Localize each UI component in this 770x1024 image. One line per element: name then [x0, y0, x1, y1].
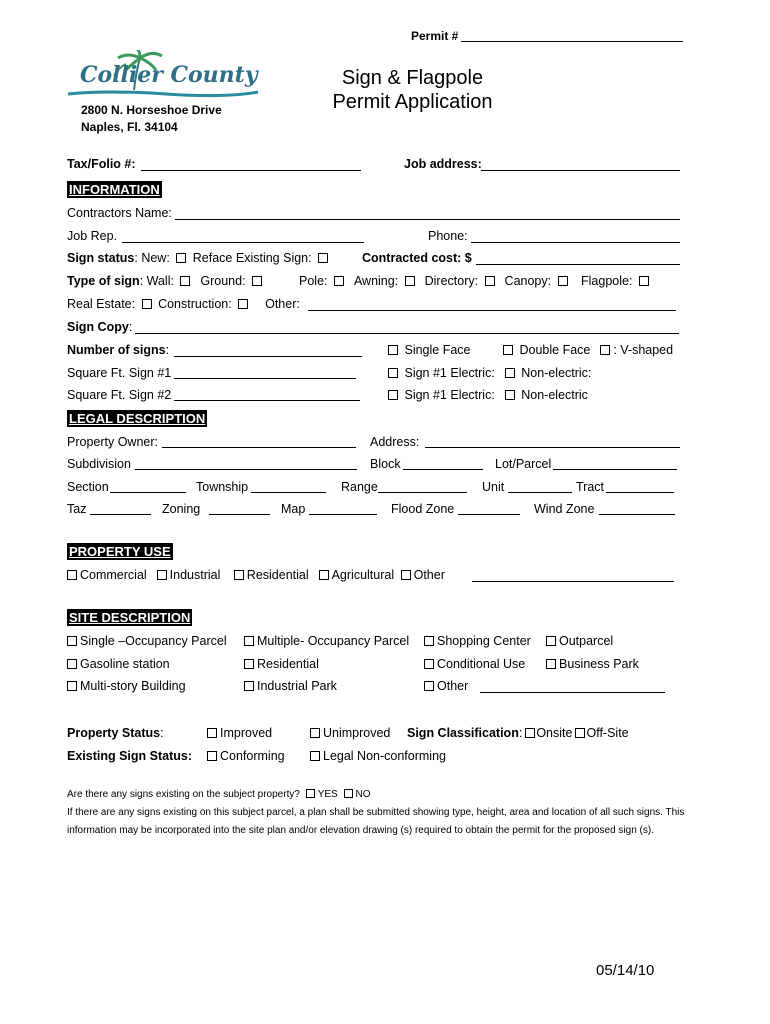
title-line1: Sign & Flagpole — [341, 67, 484, 89]
other-use-checkbox[interactable] — [401, 570, 411, 580]
reface-label: Reface Existing Sign: — [192, 251, 312, 265]
onsite-checkbox[interactable] — [525, 728, 535, 738]
range-field[interactable] — [378, 492, 467, 493]
title-line2: Permit Application — [332, 91, 493, 113]
multistory-checkbox[interactable] — [67, 681, 77, 691]
range-label: Range — [341, 480, 378, 494]
double-face-option — [500, 343, 673, 357]
offsite-label: Off-Site — [586, 726, 629, 740]
commercial-label: Commercial — [80, 568, 147, 582]
pole-label: Pole: — [299, 274, 328, 288]
permit-number-field[interactable] — [461, 41, 683, 42]
v-shaped-label: : V-shaped — [613, 343, 674, 357]
type-of-sign-label: Type of sign — [67, 274, 140, 288]
address-label: Address: — [370, 435, 420, 449]
site-row-2b — [241, 657, 319, 671]
sign-copy-colon: : — [128, 320, 133, 334]
lot-parcel-field[interactable] — [553, 469, 677, 470]
unimproved-option — [307, 726, 390, 740]
collier-county-logo — [66, 50, 266, 100]
taz-field[interactable] — [90, 514, 151, 515]
contracted-cost-field[interactable] — [476, 264, 680, 265]
sign-copy-row — [67, 320, 132, 334]
number-of-signs-row — [67, 343, 169, 357]
section-label: Section — [67, 480, 109, 494]
single-occupancy-checkbox[interactable] — [67, 636, 77, 646]
site-row-1d — [543, 634, 613, 648]
business-park-checkbox[interactable] — [546, 659, 556, 669]
property-status-label: Property Status — [67, 726, 161, 740]
flood-zone-field[interactable] — [458, 514, 520, 515]
legal-nonconforming-label: Legal Non-conforming — [323, 749, 446, 763]
sqft2-field[interactable] — [174, 400, 360, 401]
unit-label: Unit — [482, 480, 505, 494]
residential-site-checkbox[interactable] — [244, 659, 254, 669]
other-sign-field[interactable] — [308, 310, 676, 311]
sign-copy-label: Sign Copy — [67, 320, 129, 334]
double-face-checkbox[interactable] — [503, 345, 513, 355]
other-sign-label: Other: — [265, 297, 300, 311]
block-field[interactable] — [403, 469, 483, 470]
tract-label: Tract — [576, 480, 605, 494]
subdivision-field[interactable] — [135, 469, 357, 470]
existing-sign-status-label: Existing Sign Status: — [67, 749, 193, 763]
construction-checkbox[interactable] — [238, 299, 248, 309]
industrial-park-label: Industrial Park — [257, 679, 337, 693]
conditional-use-checkbox[interactable] — [424, 659, 434, 669]
directory-checkbox[interactable] — [485, 276, 495, 286]
awning-label: Awning: — [353, 274, 399, 288]
shopping-center-label: Shopping Center — [437, 634, 531, 648]
yes-label: YES — [317, 789, 338, 800]
township-field[interactable] — [251, 492, 326, 493]
single-face-checkbox[interactable] — [388, 345, 398, 355]
face-options — [385, 343, 471, 357]
other-site-label: Other — [437, 679, 469, 693]
conforming-label: Conforming — [220, 749, 285, 763]
sign1-nonelectric-label: Non-electric: — [521, 366, 592, 380]
map-label: Map — [281, 502, 306, 516]
sqft1-label: Square Ft. Sign #1 — [67, 366, 172, 380]
agricultural-checkbox[interactable] — [319, 570, 329, 580]
sqft2-label: Square Ft. Sign #2 — [67, 388, 172, 402]
single-face-label: Single Face — [404, 343, 471, 357]
block-label: Block — [370, 457, 401, 471]
sign1-electric-label-2: Sign #1 Electric: — [404, 388, 495, 402]
map-field[interactable] — [309, 514, 377, 515]
contractors-name-field[interactable] — [175, 219, 680, 220]
gasoline-checkbox[interactable] — [67, 659, 77, 669]
industrial-checkbox[interactable] — [157, 570, 167, 580]
site-description-heading: SITE DESCRIPTION — [69, 610, 191, 625]
multistory-label: Multi-story Building — [80, 679, 186, 693]
site-row-2d — [543, 657, 639, 671]
new-label: : New: — [134, 251, 170, 265]
flagpole-checkbox[interactable] — [639, 276, 649, 286]
wind-zone-label: Wind Zone — [534, 502, 595, 516]
permit-label: Permit # — [411, 29, 459, 43]
single-occupancy-label: Single –Occupancy Parcel — [80, 634, 227, 648]
canopy-checkbox[interactable] — [558, 276, 568, 286]
property-owner-field[interactable] — [162, 447, 356, 448]
onsite-label: Onsite — [536, 726, 573, 740]
sqft1-field[interactable] — [174, 378, 356, 379]
sign1-electric-label: Sign #1 Electric: — [404, 366, 495, 380]
notes-line2: information may be incorporated into the site plan and/or elevation drawing (s) required to obtain the permit for the proposed sign (s). — [67, 825, 654, 836]
agricultural-label: Agricultural — [331, 568, 395, 582]
residential-use-label: Residential — [246, 568, 309, 582]
conforming-option — [204, 749, 285, 763]
outparcel-label: Outparcel — [559, 634, 614, 648]
industrial-label: Industrial — [169, 568, 221, 582]
sign-classification-colon: : — [518, 726, 523, 740]
township-label: Township — [196, 480, 249, 494]
number-of-signs-label: Number of signs — [67, 343, 166, 357]
property-use-row — [64, 568, 445, 582]
shopping-center-checkbox[interactable] — [424, 636, 434, 646]
information-heading: INFORMATION — [69, 182, 160, 197]
real-estate-label: Real Estate: — [67, 297, 136, 311]
site-row-1c — [421, 634, 531, 648]
property-status-row — [67, 726, 164, 740]
property-status-colon: : — [160, 726, 164, 740]
contractors-name-label: Contractors Name: — [67, 206, 172, 220]
property-owner-label: Property Owner: — [67, 435, 159, 449]
tax-folio-field[interactable] — [141, 170, 361, 171]
sign-status-label: Sign status — [67, 251, 135, 265]
page-title — [320, 66, 505, 114]
site-row-3a — [64, 679, 186, 693]
contracted-cost-label: Contracted cost: $ — [362, 251, 472, 265]
taz-label: Taz — [67, 502, 87, 516]
phone-label: Phone: — [428, 229, 468, 243]
site-row-1a — [64, 634, 227, 648]
job-rep-label: Job Rep. — [67, 229, 118, 243]
subdivision-label: Subdivision — [67, 457, 131, 471]
conforming-checkbox[interactable] — [207, 751, 217, 761]
wall-label: : Wall: — [139, 274, 174, 288]
improved-label: Improved — [220, 726, 273, 740]
no-checkbox[interactable] — [344, 789, 353, 798]
unit-field[interactable] — [508, 492, 572, 493]
other-site-field[interactable] — [480, 692, 665, 693]
yes-checkbox[interactable] — [306, 789, 315, 798]
unimproved-label: Unimproved — [323, 726, 391, 740]
site-row-2c — [421, 657, 525, 671]
no-label: NO — [355, 789, 371, 800]
sign-classification-label: Sign Classification — [407, 726, 519, 740]
sign1-electric-row-2 — [385, 388, 588, 402]
site-row-3b — [241, 679, 337, 693]
flood-zone-label: Flood Zone — [391, 502, 455, 516]
industrial-park-checkbox[interactable] — [244, 681, 254, 691]
address-line1: 2800 N. Horseshoe Drive — [81, 103, 222, 117]
residential-use-checkbox[interactable] — [234, 570, 244, 580]
wall-checkbox[interactable] — [180, 276, 190, 286]
site-row-1b — [241, 634, 409, 648]
legal-nonconforming-checkbox[interactable] — [310, 751, 320, 761]
job-address-label: Job address: — [404, 157, 482, 171]
sign1-electric-checkbox-2[interactable] — [388, 390, 398, 400]
flagpole-label: Flagpole: — [581, 274, 633, 288]
conditional-use-label: Conditional Use — [437, 657, 526, 671]
nonelectric-checkbox-2[interactable] — [505, 390, 515, 400]
job-address-field[interactable] — [481, 170, 680, 171]
wind-zone-field[interactable] — [599, 514, 675, 515]
reface-checkbox[interactable] — [318, 253, 328, 263]
nonelectric-label-2: Non-electric — [521, 388, 588, 402]
construction-label: Construction: — [158, 297, 232, 311]
canopy-label: Canopy: — [504, 274, 552, 288]
site-row-3c — [421, 679, 468, 693]
sign-status-row — [67, 251, 331, 265]
existing-signs-question: Are there any signs existing on the subject property? — [67, 789, 300, 800]
sign-copy-field[interactable] — [135, 333, 679, 334]
revision-date: 05/14/10 — [596, 962, 655, 979]
property-use-heading: PROPERTY USE — [69, 544, 171, 559]
improved-checkbox[interactable] — [207, 728, 217, 738]
lot-parcel-label: Lot/Parcel — [495, 457, 552, 471]
sign1-nonelectric-checkbox[interactable] — [505, 368, 515, 378]
address-field[interactable] — [425, 447, 680, 448]
zoning-label: Zoning — [162, 502, 201, 516]
notes-line1: If there are any signs existing on this subject parcel, a plan shall be submitted showing type, height, area and location of all such signs. This — [67, 807, 685, 818]
site-row-2a — [64, 657, 170, 671]
tax-folio-label: Tax/Folio #: — [67, 157, 136, 171]
ground-checkbox[interactable] — [252, 276, 262, 286]
pole-checkbox[interactable] — [334, 276, 344, 286]
sign1-electric-row — [385, 366, 591, 380]
logo-text: Collier County — [80, 62, 258, 88]
gasoline-label: Gasoline station — [80, 657, 170, 671]
awning-checkbox[interactable] — [405, 276, 415, 286]
directory-label: Directory: — [424, 274, 479, 288]
multiple-occupancy-checkbox[interactable] — [244, 636, 254, 646]
residential-site-label: Residential — [257, 657, 319, 671]
zoning-field[interactable] — [209, 514, 270, 515]
sign-classification-row — [407, 726, 629, 740]
phone-field[interactable] — [471, 242, 680, 243]
type-of-sign-row — [67, 274, 265, 288]
address-line2: Naples, Fl. 34104 — [81, 120, 178, 134]
real-estate-checkbox[interactable] — [142, 299, 152, 309]
other-site-checkbox[interactable] — [424, 681, 434, 691]
new-checkbox[interactable] — [176, 253, 186, 263]
number-of-signs-colon: : — [165, 343, 170, 357]
other-use-field[interactable] — [472, 581, 674, 582]
commercial-checkbox[interactable] — [67, 570, 77, 580]
section-field[interactable] — [110, 492, 186, 493]
business-park-label: Business Park — [559, 657, 639, 671]
double-face-label: Double Face — [519, 343, 591, 357]
legal-description-heading: LEGAL DESCRIPTION — [69, 411, 206, 426]
other-use-label: Other — [413, 568, 445, 582]
improved-option — [204, 726, 272, 740]
ground-label: Ground: — [200, 274, 246, 288]
offsite-checkbox[interactable] — [575, 728, 585, 738]
multiple-occupancy-label: Multiple- Occupancy Parcel — [257, 634, 410, 648]
v-shaped-checkbox[interactable] — [600, 345, 610, 355]
type-of-sign-row-2 — [299, 274, 652, 288]
existing-signs-question-row — [67, 789, 371, 800]
number-of-signs-field[interactable] — [174, 356, 362, 357]
tract-field[interactable] — [606, 492, 674, 493]
real-estate-row — [67, 297, 300, 311]
legal-nonconforming-option — [307, 749, 446, 763]
job-rep-field[interactable] — [122, 242, 364, 243]
outparcel-checkbox[interactable] — [546, 636, 556, 646]
sign1-electric-checkbox[interactable] — [388, 368, 398, 378]
unimproved-checkbox[interactable] — [310, 728, 320, 738]
